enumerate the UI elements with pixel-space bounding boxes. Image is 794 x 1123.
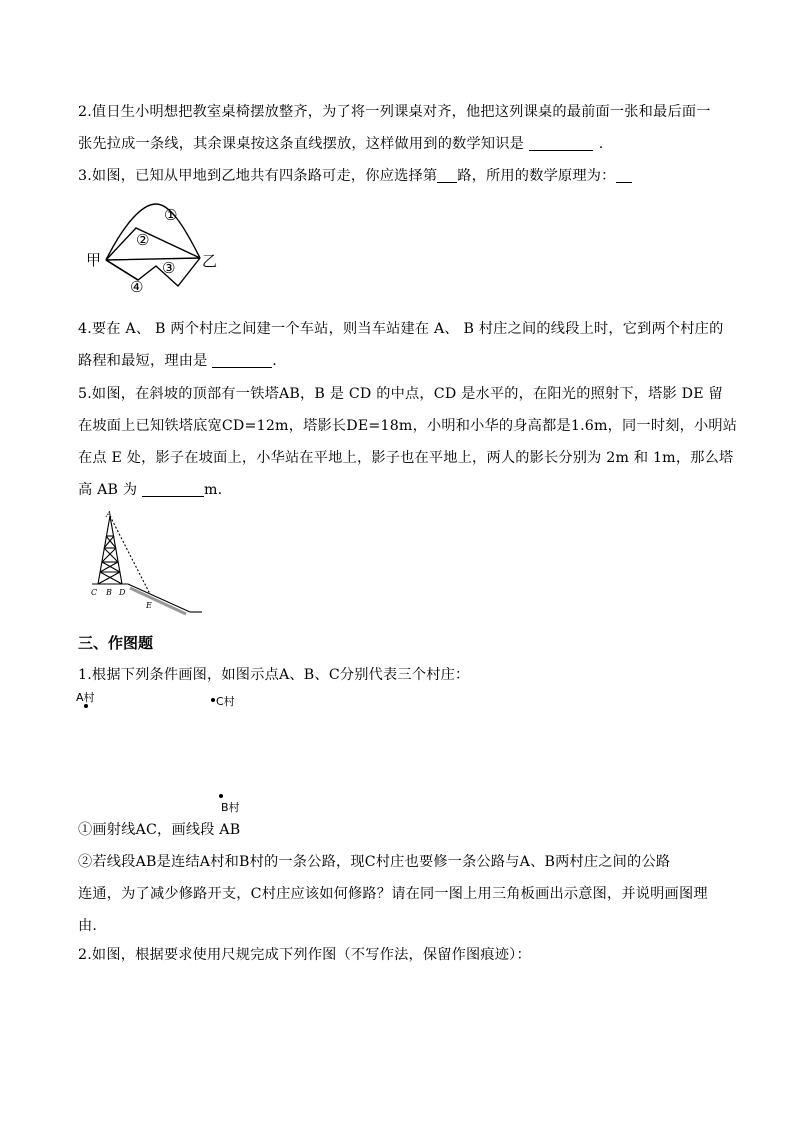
- answer-blank[interactable]: [142, 480, 204, 497]
- route-label-3: ③: [162, 259, 176, 277]
- route-4-path: [106, 260, 138, 280]
- village-a-label: A村: [76, 691, 95, 704]
- village-a-point: [84, 704, 88, 708]
- routes-figure: [84, 198, 224, 298]
- step-2-line3: 由.: [78, 918, 98, 934]
- question-5-line1: 5.如图，在斜坡的顶部有一铁塔AB，B 是 CD 的中点，CD 是水平的，在阳光的照射下，塔影 DE 留: [78, 386, 723, 402]
- village-c-point: [211, 698, 215, 702]
- answer-blank[interactable]: [437, 166, 457, 183]
- question-4-line1: 4.要在 A、 B 两个村庄之间建一个车站，则当车站建在 A、 B 村庄之间的线段上时，它到两个村庄的: [78, 321, 724, 337]
- step-1: ①画射线AC，画线段 AB: [78, 822, 241, 838]
- tower-figure: [86, 508, 206, 624]
- point-e-label: E: [146, 601, 152, 610]
- answer-blank[interactable]: [529, 134, 593, 151]
- route-label-1: ①: [164, 206, 178, 224]
- question-4: 4.要在 A、 B 两个村庄之间建一个车站，则当车站建在 A、 B 村庄之间的线段上时，它到两个村庄的 路程和最短，理由是 .: [78, 313, 724, 377]
- section-heading: 三、作图题: [78, 634, 154, 652]
- question-5-line3: 在点 E 处，影子在坡面上，小华站在平地上，影子也在平地上，两人的影长分别为 2m 和 1m，那么塔: [78, 450, 734, 466]
- answer-blank[interactable]: [212, 351, 272, 368]
- question-5-line2: 在坡面上已知铁塔底宽CD=12m，塔影长DE=18m，小明和小华的身高都是1.6m，同一时刻，小明站: [78, 418, 738, 434]
- drawing-question-2-intro: 2.如图，根据要求使用尺规完成下列作图（不写作法，保留作图痕迹）：: [78, 947, 531, 963]
- step-2-line1: ②若线段AB是连结A村和B村的一条公路，现C村庄也要修一条公路与A、B两村庄之间的公路: [78, 854, 671, 870]
- question-2-line2: 张先拉成一条线，其余课桌按这条直线摆放，这样做用到的数学知识是 .: [78, 136, 604, 152]
- point-c-label: C: [91, 588, 98, 597]
- point-a-label: A: [106, 510, 112, 519]
- answer-blank[interactable]: [616, 166, 632, 183]
- place-start-label: 甲: [86, 251, 102, 269]
- step-2-line2: 连通，为了减少修路开支，C村庄应该如何修路？请在同一图上用三角板画出示意图，并说明画图理: [78, 886, 708, 902]
- village-b-label: B村: [221, 801, 240, 814]
- route-3-path: [106, 258, 200, 286]
- question-2: [78, 96, 724, 160]
- question-5: 5.如图，在斜坡的顶部有一铁塔AB，B 是 CD 的中点，CD 是水平的，在阳光的照射下，塔影 DE 留 在坡面上已知铁塔底宽CD=12m，塔影长DE=18m，小明和小华的身高都是1.6m，同一时刻，小明站 在点 E 处，影子在坡面上，小华站在平地上，影子也在平地上，两人的影长分别为 2m 和 1m，那么塔 高 AB 为 m.: [78, 378, 724, 506]
- point-d-label: D: [119, 588, 126, 597]
- village-b-point: [219, 794, 223, 798]
- village-c-label: C村: [216, 695, 235, 708]
- drawing-question-1-intro: 1.根据下列条件画图，如图示点A、B、C分别代表三个村庄：: [78, 667, 470, 683]
- route-label-2: ②: [136, 231, 150, 249]
- drawing-question-1-steps: [78, 814, 724, 942]
- point-b-label: B: [106, 588, 112, 597]
- question-2-line1: 2.值日生小明想把教室桌椅摆放整齐，为了将一列课桌对齐，他把这列课桌的最前面一张和最后面一: [78, 104, 711, 120]
- question-3: 3.如图，已知从甲地到乙地共有四条路可走，你应选择第 路，所用的数学原理为：: [78, 160, 724, 192]
- place-end-label: 乙: [202, 252, 218, 270]
- route-label-4: ④: [130, 278, 144, 296]
